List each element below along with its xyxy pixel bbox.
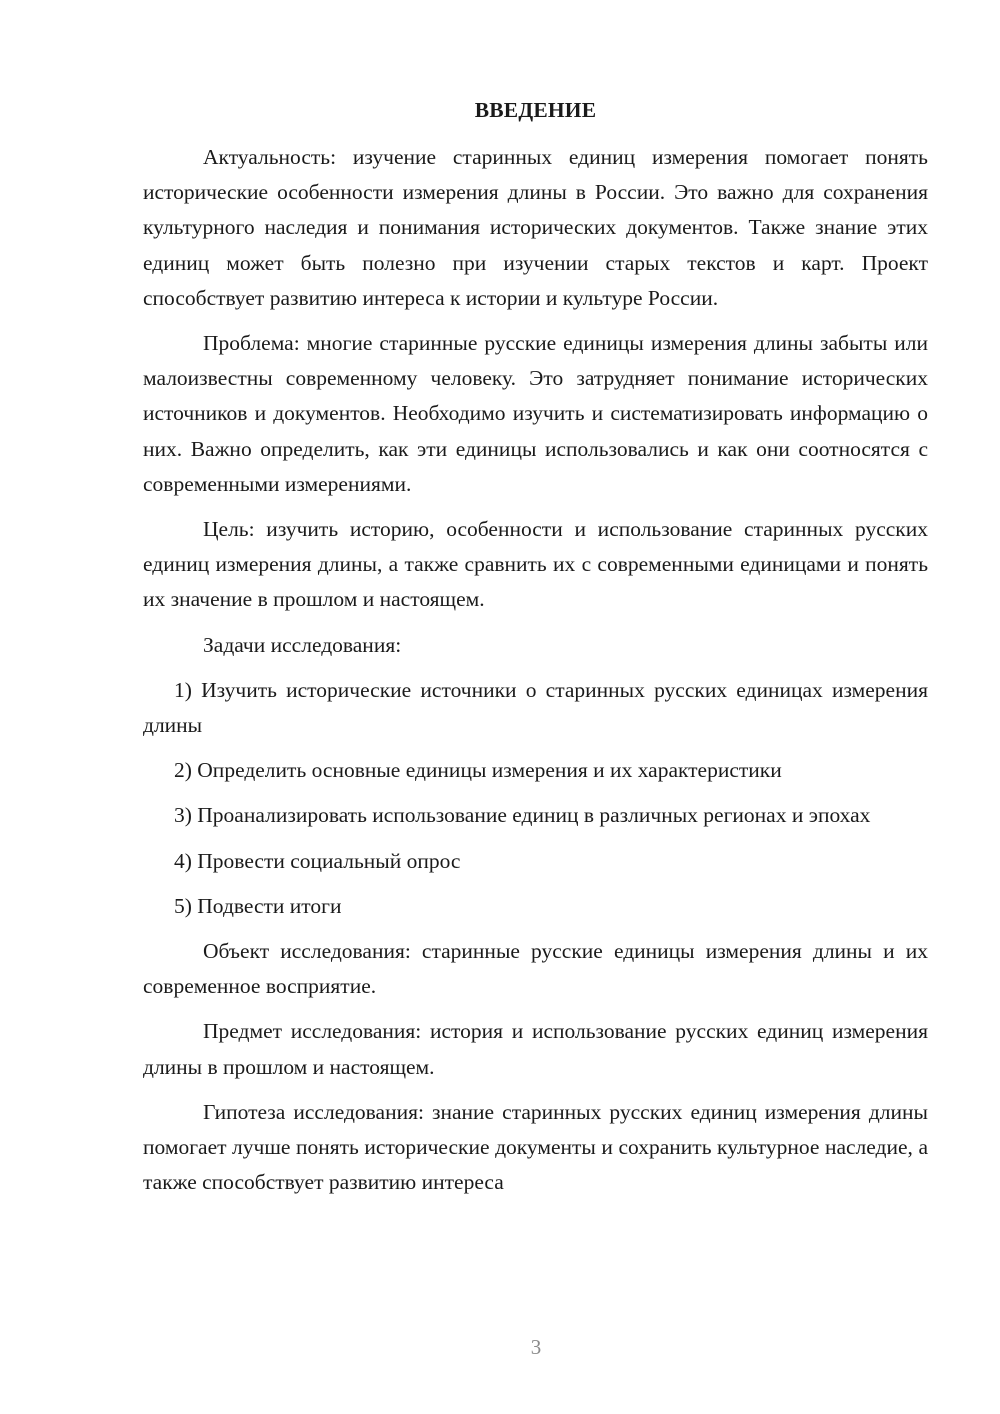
- task-item: 1) Изучить исторические источники о старинных русских единицах измерения длины: [143, 677, 928, 738]
- task-item: 2) Определить основные единицы измерения и их характеристики: [174, 758, 782, 783]
- relevance-paragraph: Актуальность: изучение старинных единиц измерения помогает понять исторические особенности измерения длины в России. Это важно для сохранения культурного наследия и понимания исторических документов. Также знание этих единиц может быть полезно при изучении старых текстов и карт. Проект способствует развитию интереса к истории и культуре России.: [143, 145, 928, 310]
- problem-paragraph: Проблема: многие старинные русские единицы измерения длины забыты или малоизвестны современному человеку. Это затрудняет понимание исторических источников и документов. Необходимо изучить и систематизировать информацию о них. Важно определить, как эти единицы использовались и как они соотносятся с современными измерениями.: [143, 331, 928, 496]
- hypothesis-paragraph: Гипотеза исследования: знание старинных русских единиц измерения длины помогает лучше понять исторические документы и сохранить культурное наследие, а также способствует развитию интереса: [143, 1099, 928, 1195]
- task-item: 4) Провести социальный опрос: [174, 848, 461, 873]
- page-number: 3: [530, 1335, 542, 1359]
- section-heading: ВВЕДЕНИЕ: [474, 98, 597, 122]
- task-item: 3) Проанализировать использование единиц в различных регионах и эпохах: [174, 803, 871, 828]
- subject-paragraph: Предмет исследования: история и использование русских единиц измерения длины в прошлом и настоящем.: [143, 1019, 928, 1079]
- page-content: [143, 93, 928, 1200]
- task-item: 5) Подвести итоги: [174, 893, 342, 918]
- goal-paragraph: Цель: изучить историю, особенности и использование старинных русских единиц измерения длины, а также сравнить их с современными единицами и понять их значение в прошлом и настоящем.: [143, 517, 928, 612]
- tasks-heading: Задачи исследования:: [203, 632, 402, 657]
- object-paragraph: Объект исследования: старинные русские единицы измерения длины и их современное восприятие.: [143, 939, 928, 999]
